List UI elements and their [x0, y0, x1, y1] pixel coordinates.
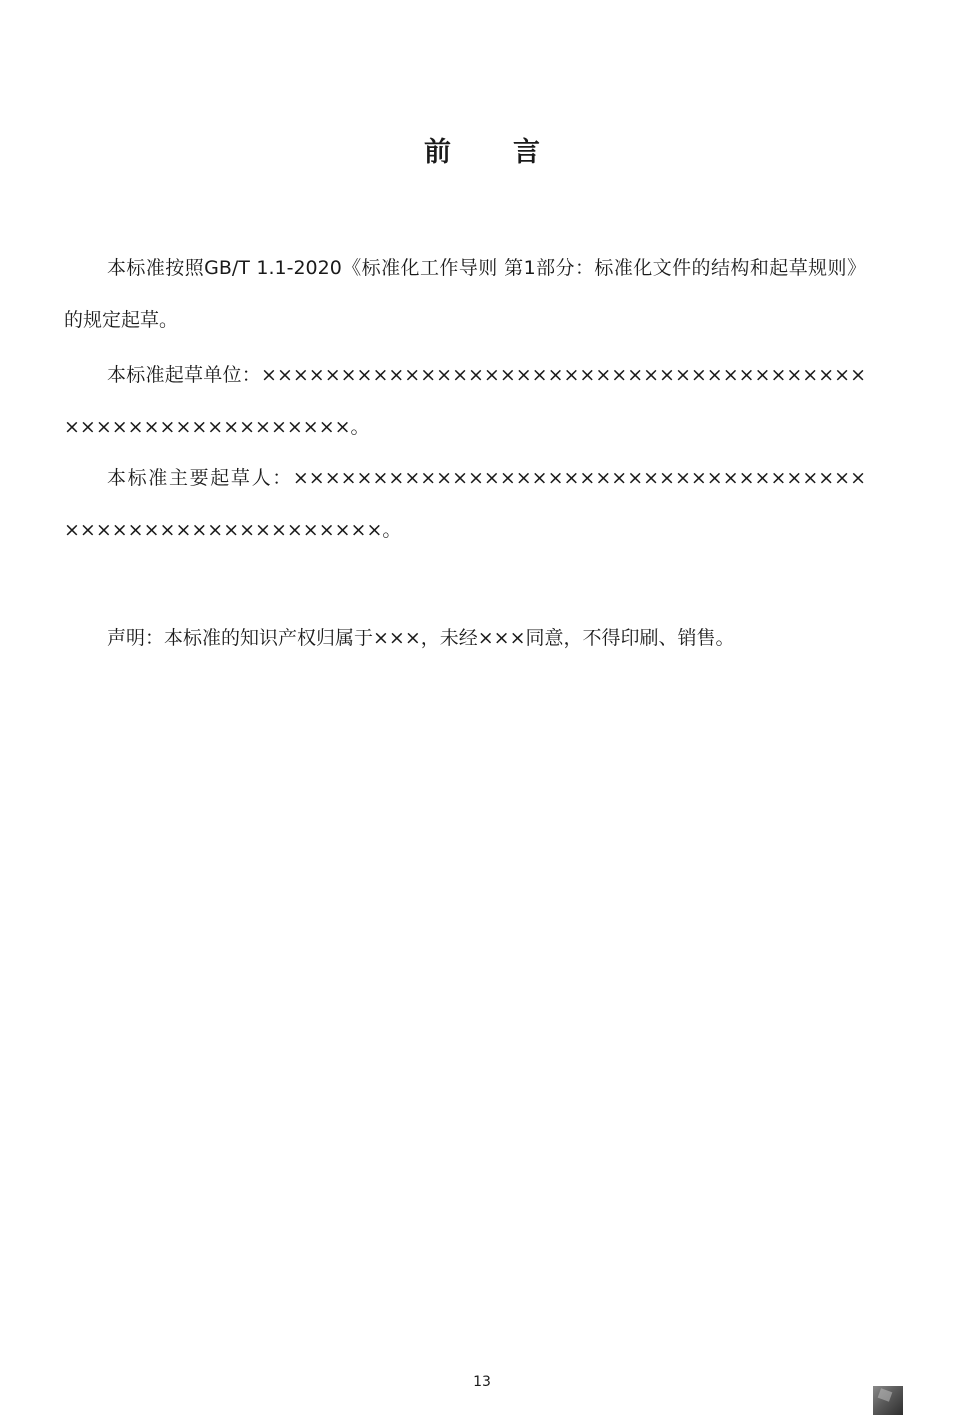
paragraph-drafting-organization: 本标准起草单位：××××××××××××××××××××××××××××××××××××××××××××××××××××××××。	[64, 364, 866, 438]
title-char-2: 言	[513, 137, 540, 168]
paragraph-main-drafters: 本标准主要起草人：××××××××××××××××××××××××××××××××××××××××××××××××××××××××。	[64, 467, 866, 541]
title-char-1: 前	[424, 137, 451, 168]
page-number: 13	[473, 1374, 491, 1390]
paragraph-ip-statement: 声明：本标准的知识产权归属于×××，未经×××同意，不得印刷、销售。	[107, 627, 735, 649]
page-title	[0, 130, 964, 169]
paragraph-standard-basis: 本标准按照GB/T 1.1-2020《标准化工作导则 第1部分：标准化文件的结构和起草规则》的规定起草。	[64, 257, 866, 331]
scan-corner-mark-icon	[873, 1386, 903, 1415]
